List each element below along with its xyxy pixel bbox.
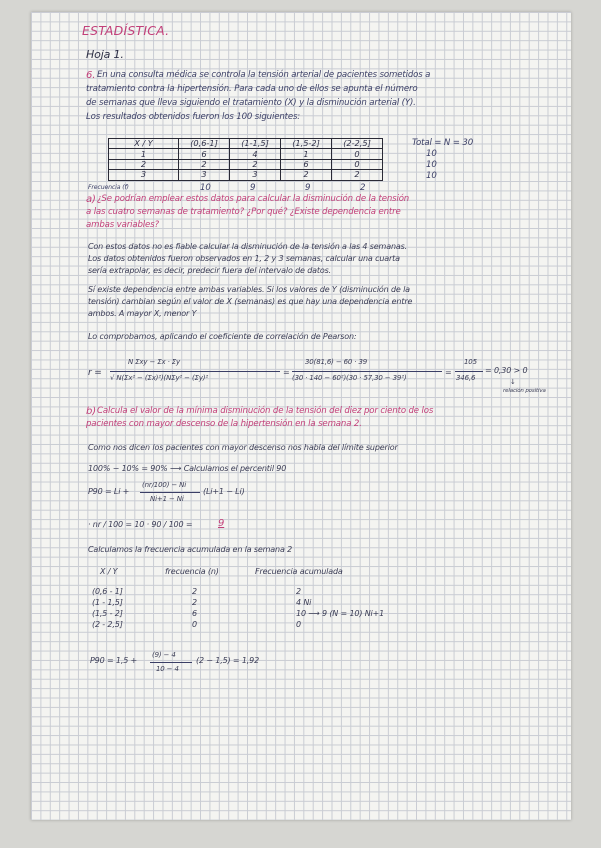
table-header-row <box>109 139 383 149</box>
answer-text: tensión) cambian según el valor de X (semanas) es que hay una dependencia entre <box>88 297 413 306</box>
frequency-value: 2 <box>360 183 366 193</box>
freq-cell: (1,5 - 2] <box>92 609 123 618</box>
formula-denominator: Ni+1 − Ni <box>150 495 184 503</box>
part-b-label: b) <box>86 406 96 417</box>
table-cell: 6 <box>281 159 332 169</box>
problem-line: de semanas que lleva siguiendo el tratamiento (X) y la disminución arterial (Y). <box>86 98 416 108</box>
formula-denominator: √ N(Σx² − (Σx)²)(NΣy² − (Σy)² <box>110 374 209 382</box>
part-b-question: Calcula el valor de la mínima disminución de la tensión del diez por ciento de los <box>97 406 434 416</box>
part-a-question: ambas variables? <box>86 220 159 230</box>
part-b-question: pacientes con mayor descenso de la hipertensión en la semana 2. <box>86 419 362 429</box>
freq-cell: 2 <box>192 587 197 596</box>
frequency-value: 9 <box>250 183 256 193</box>
formula-equals: = <box>445 368 452 377</box>
freq-cell: 2 <box>296 587 301 596</box>
part-a-question: ¿Se podrían emplear estos datos para calcular la disminución de la tensión <box>97 194 410 204</box>
table-row <box>109 159 383 169</box>
freq-cell: 2 <box>192 598 197 607</box>
formula-equals: = <box>283 368 290 377</box>
freq-header: frecuencia (n) <box>165 567 219 576</box>
freq-cell: 6 <box>192 609 197 618</box>
contingency-table <box>108 138 383 181</box>
table-header-cell: (1,5-2] <box>281 139 332 149</box>
answer-text: Los datos obtenidos fueron observados en 1, 2 y 3 semanas, calcular una cuarta <box>88 254 400 263</box>
freq-cell: 4 Ni <box>296 598 312 607</box>
frequency-value: 9 <box>305 183 311 193</box>
part-a-label: a) <box>86 194 96 205</box>
formula-result: = 0,30 > 0 <box>485 366 528 375</box>
answer-highlight: 9 <box>218 518 225 529</box>
freq-header: X / Y <box>100 567 118 576</box>
problem-line: Los resultados obtenidos fueron los 100 siguientes: <box>86 112 301 122</box>
answer-text: Sí existe dependencia entre ambas variables. Si los valores de Y (disminución de la <box>88 285 410 294</box>
table-cell: 0 <box>332 149 383 159</box>
formula-numerator: (9) − 4 <box>152 651 176 659</box>
table-header-cell: (0,6-1] <box>179 139 230 149</box>
formula-numerator: (nr/100) − Ni <box>142 481 187 489</box>
freq-cell: (0,6 - 1] <box>92 587 123 596</box>
table-cell: 4 <box>230 149 281 159</box>
freq-cell: (2 - 2,5] <box>92 620 123 629</box>
answer-text: Calculamos la frecuencia acumulada en la semana 2 <box>88 545 293 554</box>
freq-cell: 0 <box>192 620 197 629</box>
page-title: ESTADÍSTICA. <box>82 23 170 38</box>
formula-denominator: 10 − 4 <box>156 665 179 673</box>
arrow-down-icon: ↓ <box>510 378 516 386</box>
formula-rest: (Li+1 − Li) <box>203 487 245 496</box>
formula-note: relación positiva <box>503 388 546 394</box>
table-cell: 2 <box>332 170 383 180</box>
answer-text: 100% − 10% = 90% ⟶ Calculamos el percentil 90 <box>88 464 287 473</box>
row-total: 10 <box>426 171 437 181</box>
table-row <box>109 149 383 159</box>
fraction-bar <box>292 371 442 372</box>
table-header-cell: (1-1,5] <box>230 139 281 149</box>
formula-lhs: P90 = Li + <box>88 487 130 496</box>
fraction-bar <box>150 662 192 663</box>
row-total: 10 <box>426 160 437 170</box>
fraction-bar <box>140 492 200 493</box>
sheet-label: Hoja 1. <box>86 48 124 61</box>
formula-result: (2 − 1,5) = 1,92 <box>196 656 260 665</box>
freq-header: Frecuencia acumulada <box>255 567 343 576</box>
formula-denominator: 346,6 <box>456 374 476 382</box>
formula-numerator: 105 <box>464 358 477 366</box>
answer-text: Con estos datos no es fiable calcular la disminución de la tensión a las 4 semanas. <box>88 242 408 251</box>
problem-line: En una consulta médica se controla la tensión arterial de pacientes sometidos a <box>97 70 431 80</box>
table-cell: 2 <box>281 170 332 180</box>
problem-number: 6. <box>86 70 96 81</box>
table-header-cell: X / Y <box>109 139 179 149</box>
frequency-label: Frecuencia (f) <box>88 184 129 191</box>
table-cell: 1 <box>109 149 179 159</box>
row-total: 10 <box>426 149 437 159</box>
table-cell: 3 <box>230 170 281 180</box>
table-cell: 1 <box>281 149 332 159</box>
fraction-bar <box>455 371 483 372</box>
answer-text: Como nos dicen los pacientes con mayor descenso nos habla del límite superior <box>88 443 398 452</box>
table-cell: 6 <box>179 149 230 159</box>
table-cell: 3 <box>109 170 179 180</box>
table-cell: 0 <box>332 159 383 169</box>
table-row <box>109 170 383 180</box>
answer-text: · nr / 100 = 10 · 90 / 100 = <box>88 520 193 529</box>
formula-numerator: N Σxy − Σx · Σy <box>128 358 181 366</box>
freq-cell: 0 <box>296 620 301 629</box>
table-cell: 2 <box>230 159 281 169</box>
freq-cell: 10 ⟶ 9 (N = 10) Ni+1 <box>296 609 385 618</box>
table-cell: 3 <box>179 170 230 180</box>
table-cell: 2 <box>109 159 179 169</box>
table-cell: 2 <box>179 159 230 169</box>
answer-text: sería extrapolar, es decir, predecir fuera del intervalo de datos. <box>88 266 332 275</box>
fraction-bar <box>110 371 280 372</box>
formula-lhs: P90 = 1,5 + <box>90 656 138 665</box>
notebook-page <box>31 12 571 820</box>
freq-cell: (1 - 1,5] <box>92 598 123 607</box>
formula-lhs: r = <box>88 368 102 378</box>
answer-text: ambos. A mayor X, menor Y <box>88 309 197 318</box>
formula-numerator: 30(81,6) − 60 · 39 <box>305 358 368 366</box>
table-header-cell: (2-2,5] <box>332 139 383 149</box>
answer-text: Lo comprobamos, aplicando el coeficiente de correlación de Pearson: <box>88 332 357 341</box>
part-a-question: a las cuatro semanas de tratamiento? ¿Por qué? ¿Existe dependencia entre <box>86 207 401 217</box>
problem-line: tratamiento contra la hipertensión. Para cada uno de ellos se apunta el número <box>86 84 418 94</box>
frequency-value: 10 <box>200 183 211 193</box>
totals-label: Total = N = 30 <box>412 138 474 148</box>
formula-denominator: (30 · 140 − 60²)(30 · 57,30 − 39²) <box>292 374 407 382</box>
